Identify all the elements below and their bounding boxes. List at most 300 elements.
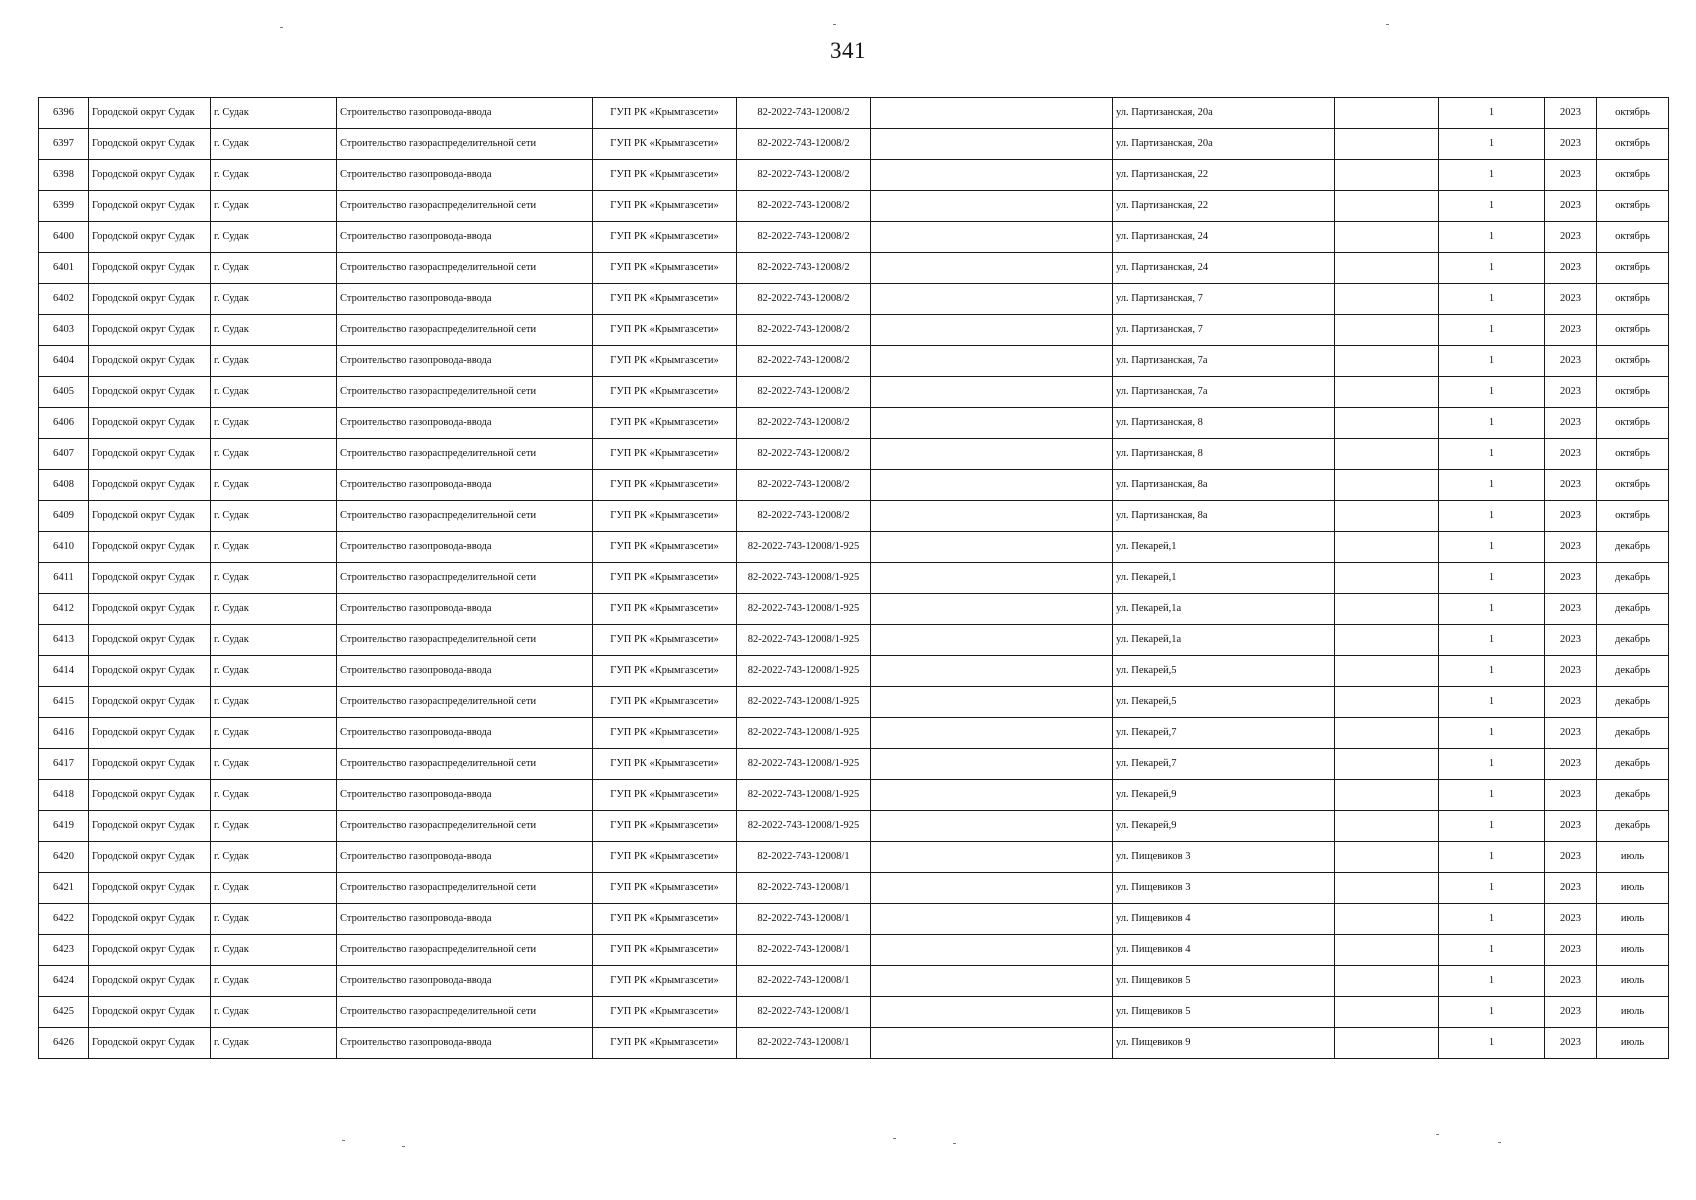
scan-speck: [1386, 24, 1389, 25]
month-cell: октябрь: [1597, 129, 1669, 160]
locality-cell: г. Судак: [211, 160, 337, 191]
row-number: 6401: [39, 253, 89, 284]
year-cell: 2023: [1545, 811, 1597, 842]
address-cell: ул. Пекарей,9: [1113, 780, 1335, 811]
quantity-cell: 1: [1439, 191, 1545, 222]
row-number: 6411: [39, 563, 89, 594]
blank-cell: [871, 315, 1113, 346]
address-cell: ул. Партизанская, 8: [1113, 408, 1335, 439]
work-type-cell: Строительство газопровода-ввода: [337, 160, 593, 191]
locality-cell: г. Судак: [211, 532, 337, 563]
table-row: [39, 98, 1669, 129]
municipality-cell: Городской округ Судак: [89, 594, 211, 625]
organization-cell: ГУП РК «Крымгазсети»: [593, 346, 737, 377]
table-row: [39, 656, 1669, 687]
organization-cell: ГУП РК «Крымгазсети»: [593, 284, 737, 315]
quantity-cell: 1: [1439, 346, 1545, 377]
blank-cell: [1335, 873, 1439, 904]
blank-cell: [1335, 160, 1439, 191]
row-number: 6407: [39, 439, 89, 470]
organization-cell: ГУП РК «Крымгазсети»: [593, 377, 737, 408]
blank-cell: [871, 346, 1113, 377]
organization-cell: ГУП РК «Крымгазсети»: [593, 842, 737, 873]
table-row: [39, 129, 1669, 160]
locality-cell: г. Судак: [211, 718, 337, 749]
project-code-cell: 82-2022-743-12008/2: [737, 98, 871, 129]
blank-cell: [1335, 780, 1439, 811]
work-type-cell: Строительство газораспределительной сети: [337, 501, 593, 532]
locality-cell: г. Судак: [211, 284, 337, 315]
organization-cell: ГУП РК «Крымгазсети»: [593, 439, 737, 470]
address-cell: ул. Партизанская, 7: [1113, 315, 1335, 346]
row-number: 6425: [39, 997, 89, 1028]
table-row: [39, 1028, 1669, 1059]
quantity-cell: 1: [1439, 532, 1545, 563]
year-cell: 2023: [1545, 408, 1597, 439]
month-cell: октябрь: [1597, 284, 1669, 315]
year-cell: 2023: [1545, 563, 1597, 594]
address-cell: ул. Пекарей,1а: [1113, 625, 1335, 656]
blank-cell: [1335, 749, 1439, 780]
month-cell: июль: [1597, 935, 1669, 966]
blank-cell: [1335, 718, 1439, 749]
year-cell: 2023: [1545, 594, 1597, 625]
quantity-cell: 1: [1439, 1028, 1545, 1059]
table-row: [39, 842, 1669, 873]
row-number: 6408: [39, 470, 89, 501]
organization-cell: ГУП РК «Крымгазсети»: [593, 532, 737, 563]
project-code-cell: 82-2022-743-12008/2: [737, 501, 871, 532]
address-cell: ул. Пищевиков 3: [1113, 873, 1335, 904]
month-cell: июль: [1597, 997, 1669, 1028]
blank-cell: [871, 780, 1113, 811]
locality-cell: г. Судак: [211, 408, 337, 439]
year-cell: 2023: [1545, 98, 1597, 129]
month-cell: октябрь: [1597, 253, 1669, 284]
row-number: 6415: [39, 687, 89, 718]
municipality-cell: Городской округ Судак: [89, 284, 211, 315]
organization-cell: ГУП РК «Крымгазсети»: [593, 749, 737, 780]
quantity-cell: 1: [1439, 129, 1545, 160]
municipality-cell: Городской округ Судак: [89, 842, 211, 873]
year-cell: 2023: [1545, 532, 1597, 563]
organization-cell: ГУП РК «Крымгазсети»: [593, 997, 737, 1028]
address-cell: ул. Партизанская, 22: [1113, 191, 1335, 222]
organization-cell: ГУП РК «Крымгазсети»: [593, 656, 737, 687]
month-cell: октябрь: [1597, 470, 1669, 501]
address-cell: ул. Пекарей,9: [1113, 811, 1335, 842]
year-cell: 2023: [1545, 873, 1597, 904]
project-code-cell: 82-2022-743-12008/1-925: [737, 625, 871, 656]
address-cell: ул. Партизанская, 7а: [1113, 377, 1335, 408]
municipality-cell: Городской округ Судак: [89, 470, 211, 501]
project-code-cell: 82-2022-743-12008/2: [737, 129, 871, 160]
quantity-cell: 1: [1439, 408, 1545, 439]
year-cell: 2023: [1545, 1028, 1597, 1059]
project-code-cell: 82-2022-743-12008/1: [737, 904, 871, 935]
municipality-cell: Городской округ Судак: [89, 687, 211, 718]
table-row: [39, 222, 1669, 253]
blank-cell: [1335, 935, 1439, 966]
scan-speck: [342, 1140, 345, 1141]
year-cell: 2023: [1545, 284, 1597, 315]
municipality-cell: Городской округ Судак: [89, 408, 211, 439]
work-type-cell: Строительство газораспределительной сети: [337, 935, 593, 966]
month-cell: декабрь: [1597, 718, 1669, 749]
locality-cell: г. Судак: [211, 315, 337, 346]
project-code-cell: 82-2022-743-12008/1-925: [737, 718, 871, 749]
row-number: 6423: [39, 935, 89, 966]
row-number: 6414: [39, 656, 89, 687]
month-cell: декабрь: [1597, 594, 1669, 625]
row-number: 6417: [39, 749, 89, 780]
project-code-cell: 82-2022-743-12008/1: [737, 1028, 871, 1059]
blank-cell: [871, 718, 1113, 749]
blank-cell: [871, 656, 1113, 687]
municipality-cell: Городской округ Судак: [89, 780, 211, 811]
table-row: [39, 470, 1669, 501]
year-cell: 2023: [1545, 129, 1597, 160]
municipality-cell: Городской округ Судак: [89, 1028, 211, 1059]
work-type-cell: Строительство газопровода-ввода: [337, 98, 593, 129]
table-row: [39, 191, 1669, 222]
work-type-cell: Строительство газопровода-ввода: [337, 780, 593, 811]
month-cell: декабрь: [1597, 625, 1669, 656]
table-row: [39, 873, 1669, 904]
blank-cell: [871, 532, 1113, 563]
blank-cell: [1335, 284, 1439, 315]
table-row: [39, 346, 1669, 377]
blank-cell: [871, 408, 1113, 439]
blank-cell: [871, 284, 1113, 315]
municipality-cell: Городской округ Судак: [89, 966, 211, 997]
municipality-cell: Городской округ Судак: [89, 160, 211, 191]
municipality-cell: Городской округ Судак: [89, 873, 211, 904]
address-cell: ул. Пищевиков 5: [1113, 997, 1335, 1028]
quantity-cell: 1: [1439, 842, 1545, 873]
blank-cell: [871, 997, 1113, 1028]
blank-cell: [1335, 191, 1439, 222]
month-cell: июль: [1597, 873, 1669, 904]
locality-cell: г. Судак: [211, 656, 337, 687]
blank-cell: [1335, 904, 1439, 935]
quantity-cell: 1: [1439, 253, 1545, 284]
work-type-cell: Строительство газораспределительной сети: [337, 749, 593, 780]
month-cell: октябрь: [1597, 160, 1669, 191]
year-cell: 2023: [1545, 842, 1597, 873]
organization-cell: ГУП РК «Крымгазсети»: [593, 501, 737, 532]
project-code-cell: 82-2022-743-12008/2: [737, 284, 871, 315]
locality-cell: г. Судак: [211, 966, 337, 997]
year-cell: 2023: [1545, 780, 1597, 811]
year-cell: 2023: [1545, 253, 1597, 284]
table-row: [39, 625, 1669, 656]
locality-cell: г. Судак: [211, 98, 337, 129]
blank-cell: [1335, 253, 1439, 284]
project-code-cell: 82-2022-743-12008/1-925: [737, 687, 871, 718]
scan-speck: [953, 1143, 956, 1144]
blank-cell: [871, 1028, 1113, 1059]
municipality-cell: Городской округ Судак: [89, 625, 211, 656]
locality-cell: г. Судак: [211, 873, 337, 904]
work-type-cell: Строительство газопровода-ввода: [337, 222, 593, 253]
month-cell: декабрь: [1597, 563, 1669, 594]
blank-cell: [1335, 594, 1439, 625]
blank-cell: [1335, 563, 1439, 594]
year-cell: 2023: [1545, 997, 1597, 1028]
blank-cell: [871, 222, 1113, 253]
address-cell: ул. Партизанская, 8: [1113, 439, 1335, 470]
year-cell: 2023: [1545, 470, 1597, 501]
quantity-cell: 1: [1439, 780, 1545, 811]
address-cell: ул. Партизанская, 20а: [1113, 98, 1335, 129]
municipality-cell: Городской округ Судак: [89, 997, 211, 1028]
quantity-cell: 1: [1439, 284, 1545, 315]
municipality-cell: Городской округ Судак: [89, 222, 211, 253]
address-cell: ул. Партизанская, 8а: [1113, 470, 1335, 501]
project-code-cell: 82-2022-743-12008/1-925: [737, 811, 871, 842]
quantity-cell: 1: [1439, 966, 1545, 997]
blank-cell: [1335, 656, 1439, 687]
table-row: [39, 966, 1669, 997]
address-cell: ул. Партизанская, 22: [1113, 160, 1335, 191]
quantity-cell: 1: [1439, 656, 1545, 687]
quantity-cell: 1: [1439, 439, 1545, 470]
organization-cell: ГУП РК «Крымгазсети»: [593, 935, 737, 966]
blank-cell: [1335, 346, 1439, 377]
project-code-cell: 82-2022-743-12008/1: [737, 935, 871, 966]
blank-cell: [1335, 625, 1439, 656]
project-code-cell: 82-2022-743-12008/2: [737, 160, 871, 191]
work-type-cell: Строительство газопровода-ввода: [337, 656, 593, 687]
table-row: [39, 594, 1669, 625]
row-number: 6424: [39, 966, 89, 997]
quantity-cell: 1: [1439, 904, 1545, 935]
locality-cell: г. Судак: [211, 439, 337, 470]
scan-speck: [1498, 1142, 1501, 1143]
locality-cell: г. Судак: [211, 346, 337, 377]
row-number: 6400: [39, 222, 89, 253]
locality-cell: г. Судак: [211, 687, 337, 718]
row-number: 6405: [39, 377, 89, 408]
table-row: [39, 563, 1669, 594]
year-cell: 2023: [1545, 315, 1597, 346]
quantity-cell: 1: [1439, 935, 1545, 966]
blank-cell: [871, 253, 1113, 284]
work-type-cell: Строительство газораспределительной сети: [337, 129, 593, 160]
quantity-cell: 1: [1439, 594, 1545, 625]
organization-cell: ГУП РК «Крымгазсети»: [593, 966, 737, 997]
year-cell: 2023: [1545, 222, 1597, 253]
project-code-cell: 82-2022-743-12008/1: [737, 873, 871, 904]
project-code-cell: 82-2022-743-12008/1-925: [737, 780, 871, 811]
row-number: 6421: [39, 873, 89, 904]
organization-cell: ГУП РК «Крымгазсети»: [593, 873, 737, 904]
table-row: [39, 687, 1669, 718]
row-number: 6406: [39, 408, 89, 439]
blank-cell: [1335, 408, 1439, 439]
blank-cell: [871, 935, 1113, 966]
year-cell: 2023: [1545, 966, 1597, 997]
organization-cell: ГУП РК «Крымгазсети»: [593, 594, 737, 625]
year-cell: 2023: [1545, 377, 1597, 408]
municipality-cell: Городской округ Судак: [89, 656, 211, 687]
work-type-cell: Строительство газораспределительной сети: [337, 873, 593, 904]
municipality-cell: Городской округ Судак: [89, 377, 211, 408]
table-row: [39, 532, 1669, 563]
organization-cell: ГУП РК «Крымгазсети»: [593, 811, 737, 842]
table-row: [39, 439, 1669, 470]
work-type-cell: Строительство газопровода-ввода: [337, 532, 593, 563]
address-cell: ул. Пекарей,1а: [1113, 594, 1335, 625]
year-cell: 2023: [1545, 904, 1597, 935]
table-row: [39, 377, 1669, 408]
organization-cell: ГУП РК «Крымгазсети»: [593, 1028, 737, 1059]
blank-cell: [1335, 439, 1439, 470]
locality-cell: г. Судак: [211, 222, 337, 253]
table-row: [39, 160, 1669, 191]
organization-cell: ГУП РК «Крымгазсети»: [593, 98, 737, 129]
address-cell: ул. Партизанская, 7а: [1113, 346, 1335, 377]
project-code-cell: 82-2022-743-12008/2: [737, 439, 871, 470]
address-cell: ул. Пекарей,7: [1113, 749, 1335, 780]
row-number: 6419: [39, 811, 89, 842]
work-type-cell: Строительство газораспределительной сети: [337, 811, 593, 842]
organization-cell: ГУП РК «Крымгазсети»: [593, 470, 737, 501]
month-cell: октябрь: [1597, 222, 1669, 253]
blank-cell: [1335, 966, 1439, 997]
month-cell: октябрь: [1597, 439, 1669, 470]
blank-cell: [1335, 470, 1439, 501]
month-cell: июль: [1597, 904, 1669, 935]
month-cell: декабрь: [1597, 656, 1669, 687]
organization-cell: ГУП РК «Крымгазсети»: [593, 315, 737, 346]
quantity-cell: 1: [1439, 749, 1545, 780]
address-cell: ул. Партизанская, 24: [1113, 253, 1335, 284]
row-number: 6426: [39, 1028, 89, 1059]
locality-cell: г. Судак: [211, 501, 337, 532]
quantity-cell: 1: [1439, 501, 1545, 532]
work-type-cell: Строительство газораспределительной сети: [337, 439, 593, 470]
blank-cell: [871, 873, 1113, 904]
quantity-cell: 1: [1439, 222, 1545, 253]
locality-cell: г. Судак: [211, 191, 337, 222]
address-cell: ул. Пекарей,7: [1113, 718, 1335, 749]
row-number: 6412: [39, 594, 89, 625]
address-cell: ул. Партизанская, 8а: [1113, 501, 1335, 532]
scan-speck: [1436, 1134, 1439, 1135]
year-cell: 2023: [1545, 160, 1597, 191]
blank-cell: [1335, 811, 1439, 842]
blank-cell: [871, 594, 1113, 625]
work-type-cell: Строительство газопровода-ввода: [337, 470, 593, 501]
blank-cell: [1335, 315, 1439, 346]
address-cell: ул. Партизанская, 20а: [1113, 129, 1335, 160]
project-code-cell: 82-2022-743-12008/2: [737, 408, 871, 439]
blank-cell: [871, 98, 1113, 129]
row-number: 6416: [39, 718, 89, 749]
blank-cell: [871, 563, 1113, 594]
month-cell: октябрь: [1597, 315, 1669, 346]
blank-cell: [1335, 98, 1439, 129]
scan-speck: [280, 27, 283, 28]
locality-cell: г. Судак: [211, 842, 337, 873]
blank-cell: [871, 191, 1113, 222]
locality-cell: г. Судак: [211, 625, 337, 656]
month-cell: июль: [1597, 1028, 1669, 1059]
municipality-cell: Городской округ Судак: [89, 129, 211, 160]
address-cell: ул. Партизанская, 24: [1113, 222, 1335, 253]
address-cell: ул. Пекарей,1: [1113, 563, 1335, 594]
municipality-cell: Городской округ Судак: [89, 439, 211, 470]
address-cell: ул. Пекарей,1: [1113, 532, 1335, 563]
table-row: [39, 935, 1669, 966]
work-type-cell: Строительство газопровода-ввода: [337, 966, 593, 997]
blank-cell: [871, 160, 1113, 191]
scan-speck: [893, 1138, 896, 1139]
municipality-cell: Городской округ Судак: [89, 532, 211, 563]
month-cell: октябрь: [1597, 98, 1669, 129]
quantity-cell: 1: [1439, 687, 1545, 718]
table-row: [39, 253, 1669, 284]
blank-cell: [871, 842, 1113, 873]
quantity-cell: 1: [1439, 470, 1545, 501]
year-cell: 2023: [1545, 501, 1597, 532]
blank-cell: [1335, 129, 1439, 160]
project-code-cell: 82-2022-743-12008/1-925: [737, 532, 871, 563]
month-cell: октябрь: [1597, 501, 1669, 532]
project-code-cell: 82-2022-743-12008/2: [737, 377, 871, 408]
organization-cell: ГУП РК «Крымгазсети»: [593, 129, 737, 160]
table-row: [39, 997, 1669, 1028]
municipality-cell: Городской округ Судак: [89, 563, 211, 594]
row-number: 6420: [39, 842, 89, 873]
row-number: 6403: [39, 315, 89, 346]
work-type-cell: Строительство газораспределительной сети: [337, 563, 593, 594]
organization-cell: ГУП РК «Крымгазсети»: [593, 222, 737, 253]
blank-cell: [871, 377, 1113, 408]
address-cell: ул. Пищевиков 9: [1113, 1028, 1335, 1059]
address-cell: ул. Пекарей,5: [1113, 656, 1335, 687]
locality-cell: г. Судак: [211, 935, 337, 966]
municipality-cell: Городской округ Судак: [89, 935, 211, 966]
month-cell: октябрь: [1597, 346, 1669, 377]
work-type-cell: Строительство газопровода-ввода: [337, 346, 593, 377]
table-row: [39, 811, 1669, 842]
work-type-cell: Строительство газопровода-ввода: [337, 904, 593, 935]
blank-cell: [871, 966, 1113, 997]
work-type-cell: Строительство газораспределительной сети: [337, 191, 593, 222]
address-cell: ул. Пищевиков 3: [1113, 842, 1335, 873]
locality-cell: г. Судак: [211, 780, 337, 811]
project-code-cell: 82-2022-743-12008/2: [737, 222, 871, 253]
month-cell: октябрь: [1597, 377, 1669, 408]
project-code-cell: 82-2022-743-12008/1-925: [737, 656, 871, 687]
project-code-cell: 82-2022-743-12008/1: [737, 966, 871, 997]
scan-speck: [833, 24, 836, 25]
quantity-cell: 1: [1439, 718, 1545, 749]
locality-cell: г. Судак: [211, 377, 337, 408]
work-type-cell: Строительство газораспределительной сети: [337, 625, 593, 656]
row-number: 6399: [39, 191, 89, 222]
locality-cell: г. Судак: [211, 470, 337, 501]
organization-cell: ГУП РК «Крымгазсети»: [593, 780, 737, 811]
blank-cell: [1335, 377, 1439, 408]
municipality-cell: Городской округ Судак: [89, 501, 211, 532]
work-type-cell: Строительство газопровода-ввода: [337, 408, 593, 439]
organization-cell: ГУП РК «Крымгазсети»: [593, 191, 737, 222]
registry-table: [38, 97, 1669, 1059]
